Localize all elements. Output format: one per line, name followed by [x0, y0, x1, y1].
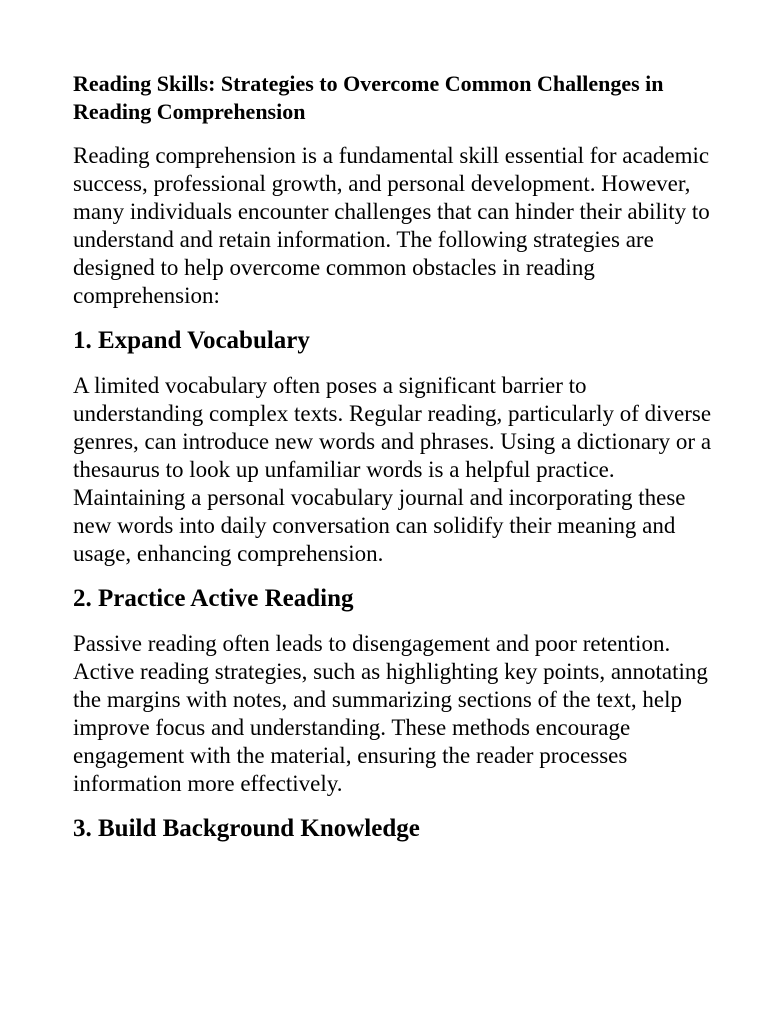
section-heading-active-reading: 2. Practice Active Reading	[73, 585, 354, 612]
section-body-vocabulary: A limited vocabulary often poses a significant barrier to understanding complex texts. Regular reading, particularly of diverse genres, can introduce new words and phrases. Using a dictionary or a thesaurus to look up unfamiliar words is a helpful practice. Maintaining a personal vocabulary journal and incorporating these new words into daily conversation can solidify their meaning and usage, enhancing comprehension.	[73, 373, 712, 566]
document-page	[73, 70, 713, 860]
section-body-active-reading: Passive reading often leads to disengagement and poor retention. Active reading strategies, such as highlighting key points, annotating the margins with notes, and summarizing sections of the text, help improve focus and understanding. These methods encourage engagement with the material, ensuring the reader processes information more effectively.	[73, 631, 708, 796]
section-heading-background-knowledge: 3. Build Background Knowledge	[73, 815, 420, 842]
document-title: Reading Skills: Strategies to Overcome Common Challenges in Reading Comprehension	[73, 71, 664, 124]
intro-paragraph: Reading comprehension is a fundamental skill essential for academic success, professional growth, and personal development. However, many individuals encounter challenges that can hinder their ability to understand and retain information. The following strategies are designed to help overcome common obstacles in reading comprehension:	[73, 143, 710, 308]
section-heading-vocabulary: 1. Expand Vocabulary	[73, 327, 310, 354]
